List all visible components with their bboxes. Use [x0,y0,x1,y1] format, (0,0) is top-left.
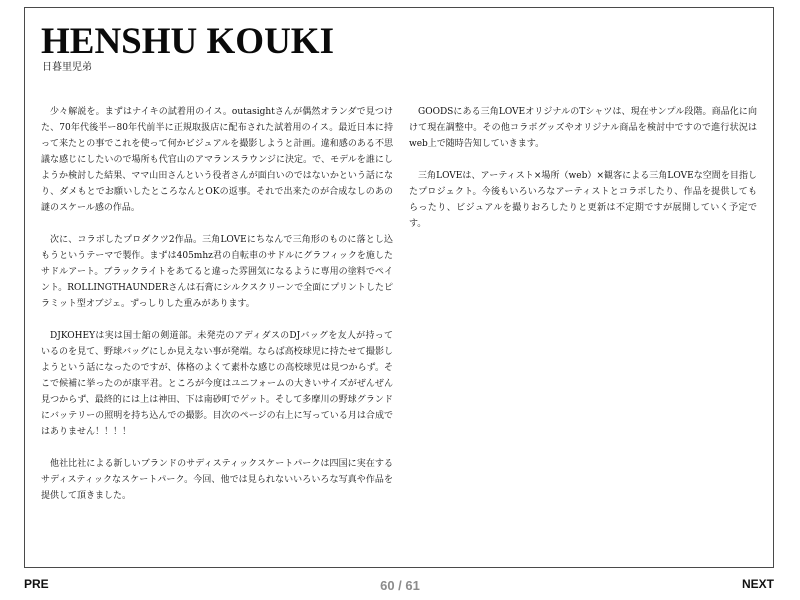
right-column [409,104,757,248]
document-page [24,7,774,568]
paragraph: GOODSにある三角LOVEオリジナルのTシャツは、現在サンプル段階。商品化に向けて現在調整中。その他コラボグッズやオリジナル商品を検討中ですので進行状況はweb上で随時告知していきます。 [409,107,757,149]
paragraph: 三角LOVEは、アーティスト×場所（web）×観客による三角LOVEな空間を目指したプロジェクト。今後もいろいろなアーティストとコラボしたり、作品を提供してもらったり、ビジュアルを撮りおろしたりと更新は不定期ですが展開していく予定です。 [409,171,757,229]
author-name: 日暮里児弟 [42,62,92,73]
paragraph: 少々解説を。まずはナイキの試着用のイス。outasightさんが偶然オランダで見つけた、70年代後半ー80年代前半に正規取扱店に配布された試着用のイス。最近日本に持って来たとの事でこれを使って何かビジュアルを撮影しようと計画。違和感のある不思議な感じにしたいので場所も代官山のアマランスラウンジに決定。で、モデルを誰にしようか検討した結果、ママ山田さんという役者さんが面白いのではないかという話になり、ダメもとでお願いしたところなんとOKの返事。それで出来たのが合成なしのあの謎のスケール感の作品。 [41,107,393,213]
prev-page-button[interactable]: PRE [24,577,49,591]
left-column [41,104,393,520]
page-indicator: 60 / 61 [380,578,420,593]
page-title: HENSHU KOUKI [41,21,334,62]
paragraph: 他社比社による新しいブランドのサディスティックスケートパークは四国に実在するサディスティックなスケートパーク。今回、他では見られないいろいろな写真や作品を提供して頂きました。 [41,459,393,501]
next-page-button[interactable]: NEXT [741,577,774,591]
paragraph: DJKOHEYは実は国士舘の剣道部。未発売のアディダスのDJバッグを友人が持っているのを見て、野球バッグにしか見えない事が発端。ならば高校球児に持たせて撮影しようという話になったのですが、体格のよくて素朴な感じの高校球児は見つからず。そこで候補に挙ったのが康平君。ところが今度はユニフォームの大きいサイズがぜんぜん見つからず、最終的には上は神田、下は南砂町でゲット。そして多摩川の野球グランドにバッテリーの照明を持ち込んでの撮影。目次のページの右上に写っている月は合成ではありません！！！！ [41,331,393,437]
paragraph: 次に、コラボしたプロダクツ2作品。三角LOVEにちなんで三角形のものに落とし込もうというテーマで製作。まずは405mhz君の自転車のサドルにグラフィックを施したサドルアート。ブラックライトをあてると違った雰囲気になるように専用の塗料でペイント。ROLLINGTHAUNDERさんは石膏にシルクスクリーンで全面にプリントしたピラミット型オブジェ。ずっしりした重みがあります。 [41,235,393,309]
